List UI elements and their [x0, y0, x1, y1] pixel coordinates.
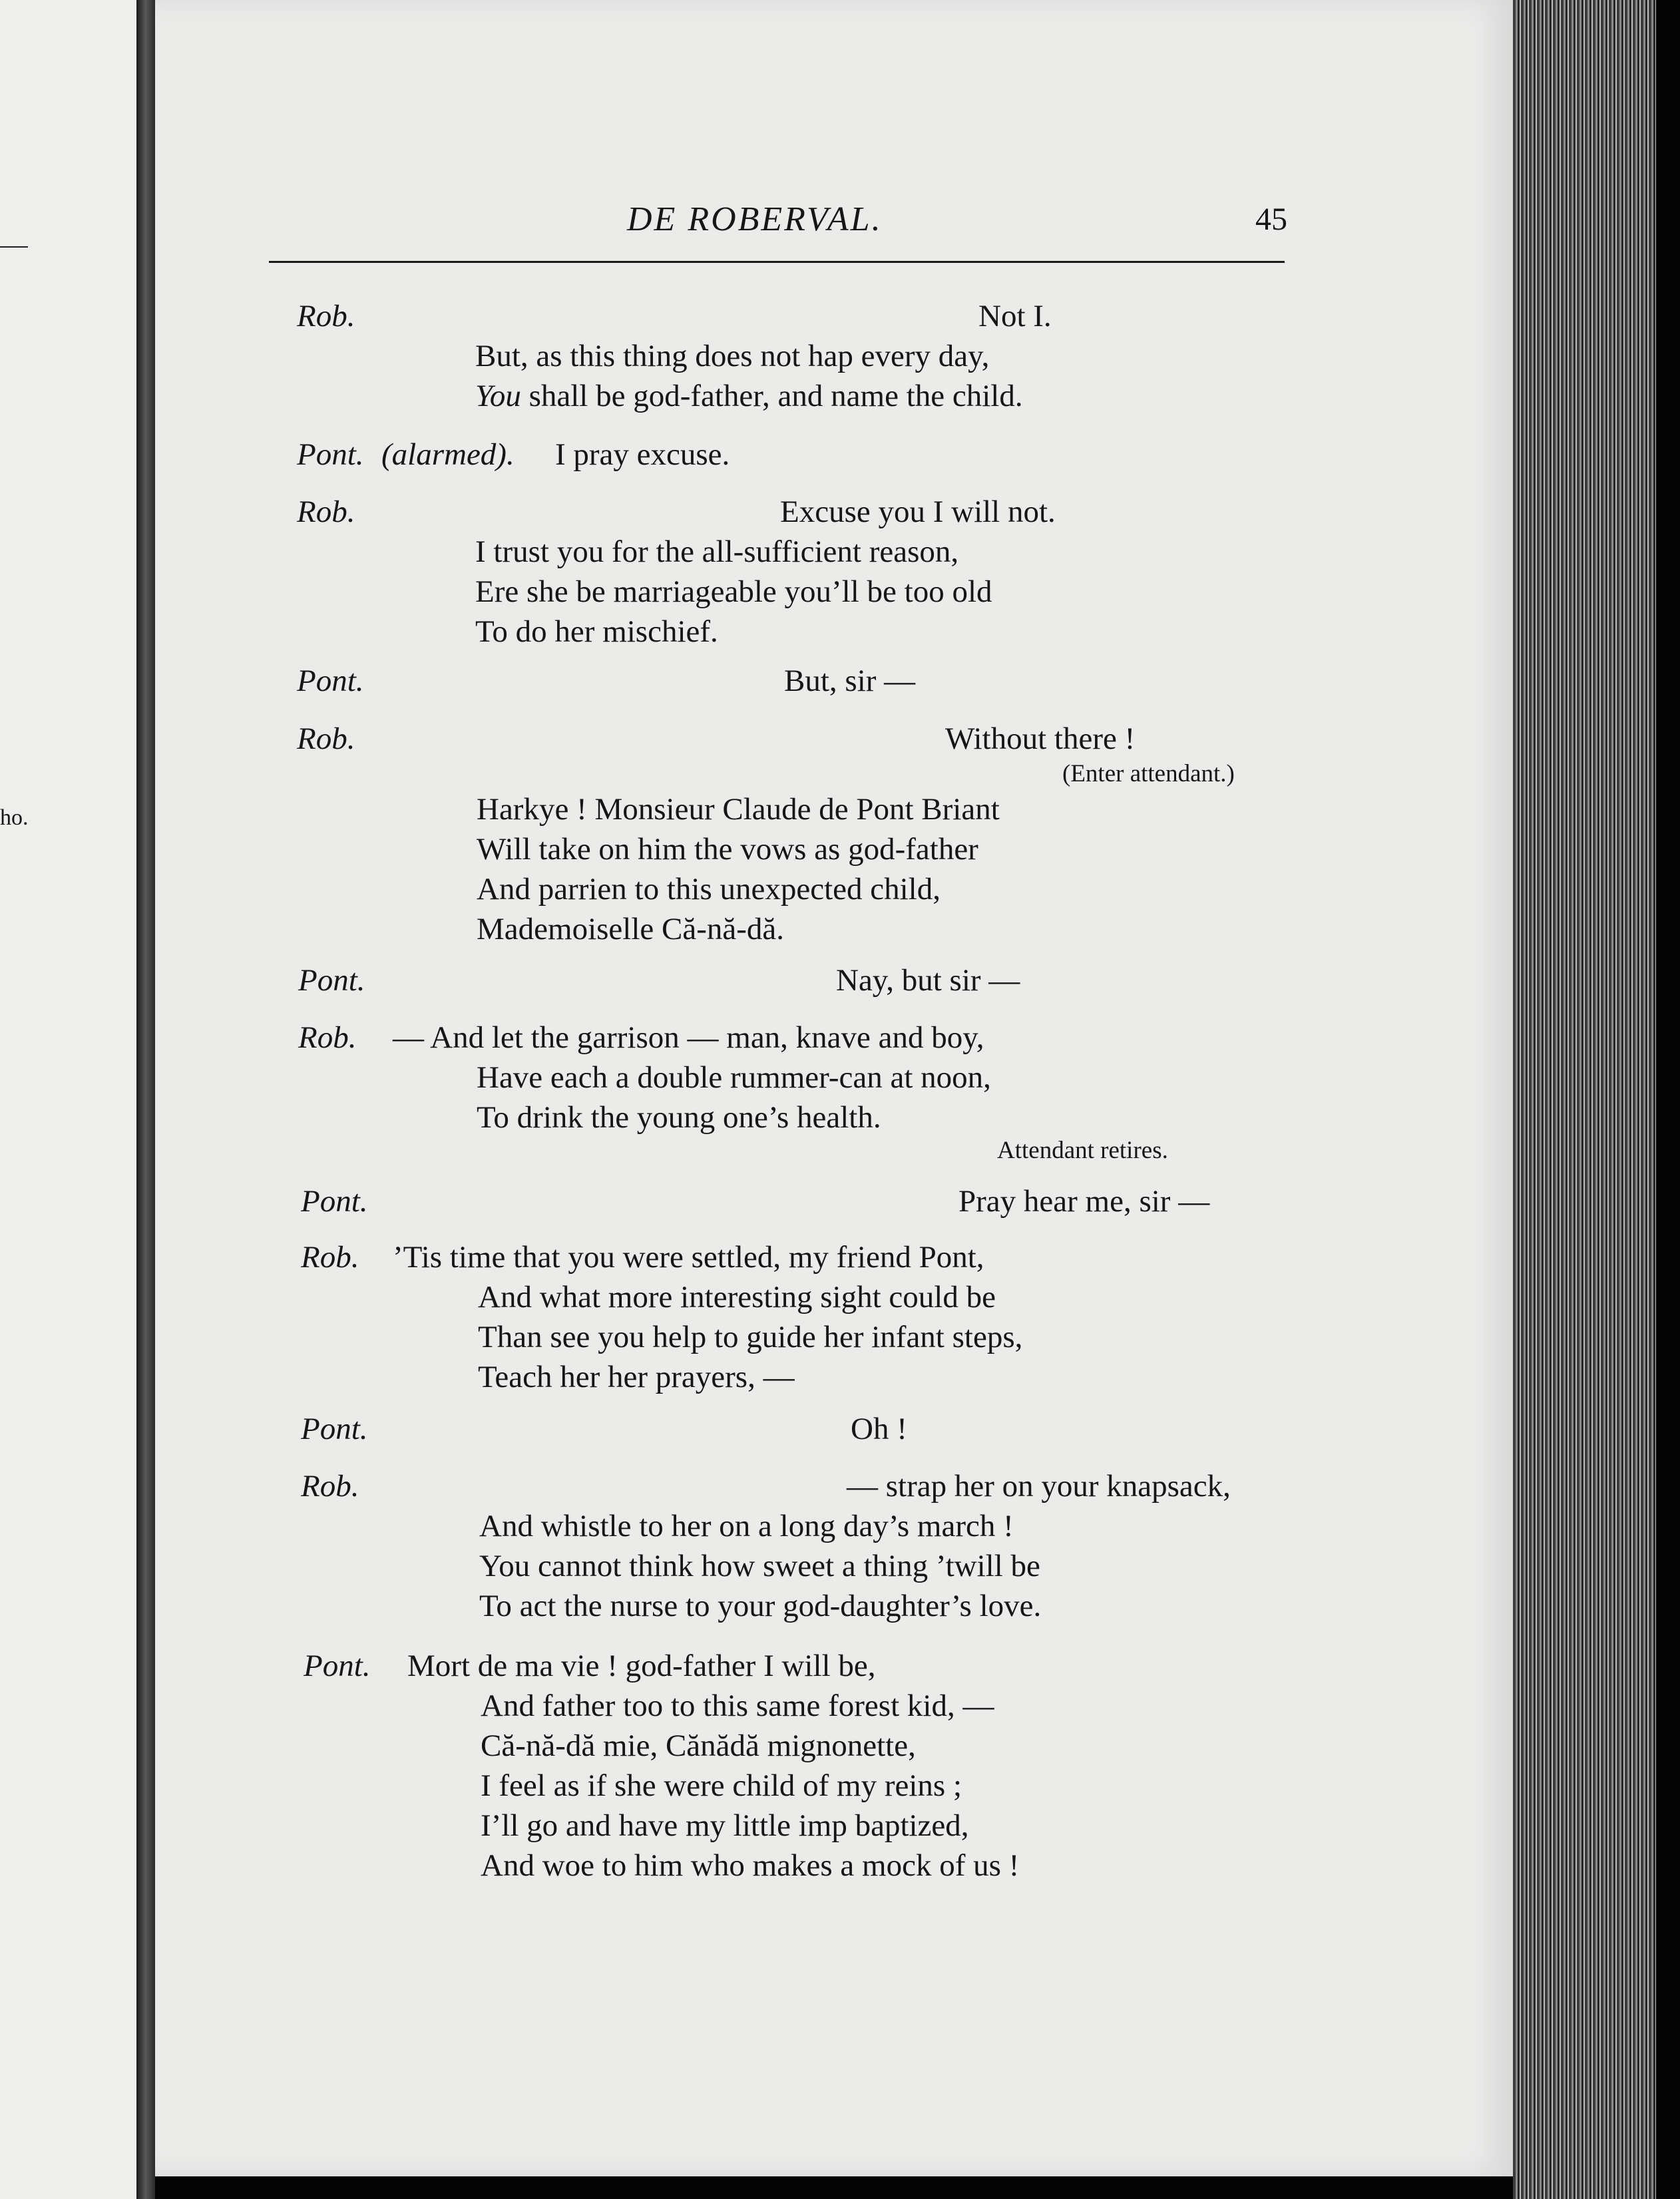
verse-line: And parrien to this unexpected child, — [477, 872, 941, 906]
speaker-label: Rob. — [297, 721, 355, 756]
stage-direction: (Enter attendant.) — [1062, 760, 1235, 787]
verse-line: I feel as if she were child of my reins ; — [481, 1768, 962, 1803]
verse-line: Că-nă-dă mie, Cănădă mignonette, — [481, 1728, 916, 1763]
stage-direction: (alarmed). — [381, 437, 515, 472]
page-number: 45 — [1255, 202, 1287, 237]
verse-line: To do her mischief. — [475, 614, 718, 649]
verse-line — [475, 381, 1023, 412]
verse-line: Harkye ! Monsieur Claude de Pont Briant — [477, 792, 1000, 827]
verse-line: And what more interesting sight could be — [478, 1280, 996, 1314]
speaker-label: Rob. — [301, 1469, 359, 1503]
verse-line: Nay, but sir — — [836, 963, 1020, 998]
verse-line: To act the nurse to your god-daughter’s love. — [479, 1589, 1042, 1623]
stage-direction: Attendant retires. — [997, 1137, 1168, 1164]
speaker-label: Rob. — [297, 495, 355, 529]
verse-line: ’Tis time that you were settled, my friend Pont, — [393, 1240, 984, 1275]
running-head-title: DE ROBERVAL. — [627, 200, 883, 238]
book-page-edges — [1513, 0, 1656, 2199]
verse-line: Oh ! — [851, 1412, 907, 1446]
verse-line: And woe to him who makes a mock of us ! — [481, 1848, 1020, 1883]
emphasis: You — [475, 379, 521, 413]
verse-line: You cannot think how sweet a thing ’twill be — [479, 1549, 1040, 1583]
verse-line: And father too to this same forest kid, — — [481, 1689, 994, 1723]
book-gutter — [136, 0, 155, 2199]
verse-line: Pray hear me, sir — — [958, 1184, 1210, 1219]
left-page-text-fragment: ho. — [0, 805, 29, 830]
verse-line: But, sir — — [784, 664, 916, 698]
verse-line-rest: shall be god-father, and name the child. — [521, 379, 1023, 413]
speaker-label: Pont. — [297, 437, 364, 472]
verse-line: I pray excuse. — [555, 437, 730, 472]
verse-line: Than see you help to guide her infant steps, — [478, 1320, 1023, 1354]
verse-line: Without there ! — [945, 721, 1136, 756]
verse-line: And whistle to her on a long day’s march ! — [479, 1509, 1014, 1543]
verse-line: Excuse you I will not. — [780, 495, 1056, 529]
verse-line: Mademoiselle Că-nă-dă. — [477, 912, 784, 946]
speaker-label: Rob. — [298, 1020, 357, 1055]
verse-line: Will take on him the vows as god-father — [477, 832, 978, 867]
speaker-label: Rob. — [297, 299, 355, 333]
verse-line: I trust you for the all-sufficient reason, — [475, 534, 959, 569]
verse-line: Ere she be marriageable you’ll be too old — [475, 574, 992, 609]
speaker-label: Pont. — [298, 963, 365, 998]
header-rule — [269, 261, 1285, 263]
verse-line: Have each a double rummer-can at noon, — [477, 1060, 991, 1095]
verse-line: Mort de ma vie ! god-father I will be, — [407, 1649, 876, 1683]
verse-line: — And let the garrison — man, knave and boy, — [393, 1020, 984, 1055]
speaker-label: Pont. — [304, 1649, 371, 1683]
left-page-rule — [0, 246, 28, 248]
verse-line: But, as this thing does not hap every day, — [475, 339, 990, 373]
speaker-label: Rob. — [301, 1240, 359, 1275]
speaker-label: Pont. — [297, 664, 364, 698]
verse-line: — strap her on your knapsack, — [847, 1469, 1231, 1503]
verse-line: Not I. — [978, 299, 1052, 333]
speaker-label: Pont. — [301, 1412, 368, 1446]
verse-line: To drink the young one’s health. — [477, 1100, 881, 1135]
left-facing-page — [0, 0, 136, 2199]
speaker-label: Pont. — [301, 1184, 368, 1219]
verse-line: I’ll go and have my little imp baptized, — [481, 1808, 969, 1843]
verse-line: Teach her her prayers, — — [478, 1360, 795, 1394]
